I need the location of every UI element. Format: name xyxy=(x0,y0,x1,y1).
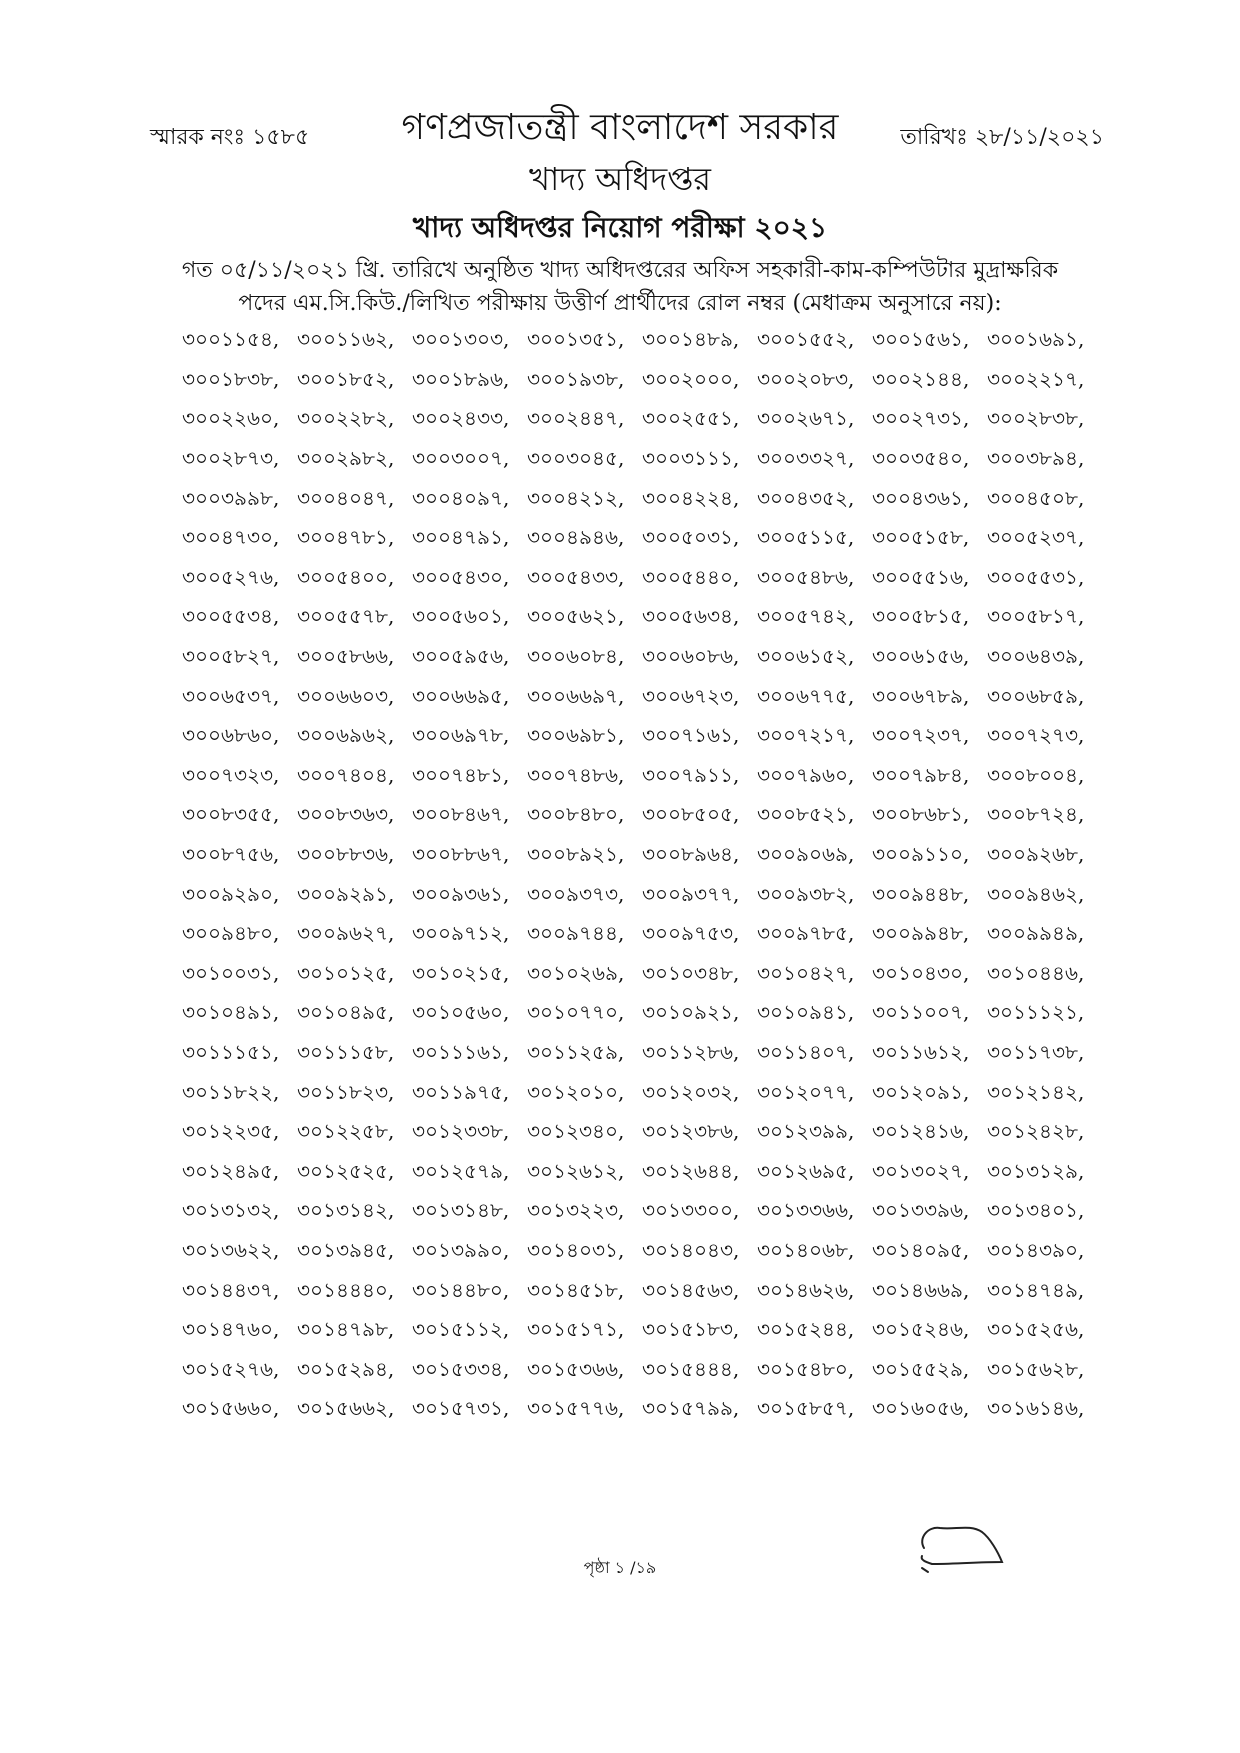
roll-number: ৩০১৫৭৭৬, xyxy=(527,1396,625,1421)
roll-number: ৩০১০৩৪৮, xyxy=(642,960,740,985)
roll-number: ৩০১১৮২৩, xyxy=(297,1079,395,1104)
roll-number: ৩০১১১৫১, xyxy=(182,1039,280,1064)
roll-number: ৩০১৪৩৯০, xyxy=(987,1237,1085,1262)
roll-number: ৩০০৫০৩১, xyxy=(642,525,740,550)
roll-row xyxy=(182,758,1102,798)
roll-number: ৩০০৯২৬৮, xyxy=(987,842,1085,867)
roll-number: ৩০০৫৫১৬, xyxy=(872,564,970,589)
roll-number: ৩০০৭৪৮৬, xyxy=(527,762,625,787)
roll-row xyxy=(182,1193,1102,1233)
roll-number: ৩০০৫৫৭৮, xyxy=(297,604,395,629)
roll-number: ৩০০৫৯৫৬, xyxy=(412,644,510,669)
roll-row xyxy=(182,1272,1102,1312)
roll-number: ৩০১২১৪২, xyxy=(987,1079,1085,1104)
roll-number: ৩০০৫২৩৭, xyxy=(987,525,1085,550)
roll-number: ৩০১২৪১৬, xyxy=(872,1119,970,1144)
roll-number: ৩০০৫১১৫, xyxy=(757,525,855,550)
roll-number: ৩০০৩৯৯৮, xyxy=(182,485,280,510)
roll-number: ৩০১৫৬২৮, xyxy=(987,1356,1085,1381)
roll-number: ৩০০৫৫৩১, xyxy=(987,564,1085,589)
roll-row xyxy=(182,1153,1102,1193)
roll-number: ৩০১৩৯৯০, xyxy=(412,1237,510,1262)
roll-number: ৩০১০৪৪৬, xyxy=(987,960,1085,985)
roll-number: ৩০০৫৮২৭, xyxy=(182,644,280,669)
roll-number: ৩০১৫৮৫৭, xyxy=(757,1396,855,1421)
roll-number: ৩০০৭৯১১, xyxy=(642,762,740,787)
roll-number: ৩০০৭৯৬০, xyxy=(757,762,855,787)
roll-number: ৩০০৫৪৩৩, xyxy=(527,564,625,589)
roll-number: ৩০০৫৮৬৬, xyxy=(297,644,395,669)
roll-row xyxy=(182,956,1102,996)
roll-number: ৩০১৫২৯৪, xyxy=(297,1356,395,1381)
roll-number: ৩০১৫৭৯৯, xyxy=(642,1396,740,1421)
roll-number: ৩০০৬৯৭৮, xyxy=(412,723,510,748)
roll-row xyxy=(182,837,1102,877)
roll-number: ৩০০৫৬০১, xyxy=(412,604,510,629)
roll-number: ৩০০৫৬২১, xyxy=(527,604,625,629)
roll-number: ৩০১৩২২৩, xyxy=(527,1198,625,1223)
roll-number: ৩০০৬৯৬২, xyxy=(297,723,395,748)
roll-number: ৩০০৮৯৬৪, xyxy=(642,842,740,867)
roll-number: ৩০০৬১৫২, xyxy=(757,644,855,669)
roll-number: ৩০১০১২৫, xyxy=(297,960,395,985)
roll-number: ৩০০১৩০৩, xyxy=(412,327,510,352)
roll-number: ৩০০৩১১১, xyxy=(642,446,740,471)
roll-number: ৩০০১৯৩৮, xyxy=(527,366,625,391)
roll-row xyxy=(182,797,1102,837)
roll-number: ৩০০৮৩৬৩, xyxy=(297,802,395,827)
roll-number: ৩০০৫১৫৮, xyxy=(872,525,970,550)
roll-number: ৩০০১১৫৪, xyxy=(182,327,280,352)
roll-number: ৩০০৩০০৭, xyxy=(412,446,510,471)
roll-number: ৩০০৯৩৬১, xyxy=(412,881,510,906)
roll-number: ৩০০৬৮৫৯, xyxy=(987,683,1085,708)
roll-number: ৩০১৩৬২২, xyxy=(182,1237,280,1262)
roll-number: ৩০১০৪৯১, xyxy=(182,1000,280,1025)
roll-number: ৩০০৯৭৫৩, xyxy=(642,921,740,946)
roll-number: ৩০১০২৬৯, xyxy=(527,960,625,985)
roll-number: ৩০০৯৪৮০, xyxy=(182,921,280,946)
roll-number: ৩০০১৫৬১, xyxy=(872,327,970,352)
roll-number: ৩০১৫১৭১, xyxy=(527,1317,625,1342)
roll-number: ৩০০১৮৯৬, xyxy=(412,366,510,391)
roll-number: ৩০০৮৯২১, xyxy=(527,842,625,867)
roll-number: ৩০০৫৪৮৬, xyxy=(757,564,855,589)
roll-number: ৩০০৮৮৬৭, xyxy=(412,842,510,867)
roll-number: ৩০১৪৭৬০, xyxy=(182,1317,280,1342)
roll-number: ৩০১২৬১২, xyxy=(527,1158,625,1183)
roll-number: ৩০০৯২৯০, xyxy=(182,881,280,906)
roll-number: ৩০১৬০৫৬, xyxy=(872,1396,970,1421)
roll-number: ৩০০২২৮২, xyxy=(297,406,395,431)
roll-number: ৩০০৮৫০৫, xyxy=(642,802,740,827)
roll-row xyxy=(182,1074,1102,1114)
roll-number: ৩০০৭২৩৭, xyxy=(872,723,970,748)
roll-row xyxy=(182,1035,1102,1075)
roll-number: ৩০১২২৩৫, xyxy=(182,1119,280,1144)
roll-number: ৩০০৬০৮৬, xyxy=(642,644,740,669)
roll-number: ৩০০৫৪৩০, xyxy=(412,564,510,589)
roll-number: ৩০০৯১১০, xyxy=(872,842,970,867)
roll-number: ৩০০৩০৪৫, xyxy=(527,446,625,471)
roll-row xyxy=(182,362,1102,402)
roll-number: ৩০০৩৮৯৪, xyxy=(987,446,1085,471)
roll-number: ৩০১২৪২৮, xyxy=(987,1119,1085,1144)
roll-number: ৩০০৪০৪৭, xyxy=(297,485,395,510)
roll-number: ৩০১২০৭৭, xyxy=(757,1079,855,1104)
roll-number: ৩০০২১৪৪, xyxy=(872,366,970,391)
roll-number: ৩০১৩০২৭, xyxy=(872,1158,970,1183)
roll-number: ৩০১২৩৮৬, xyxy=(642,1119,740,1144)
page-number: পৃষ্ঠা ১ /১৯ xyxy=(583,1558,657,1577)
roll-number: ৩০০৮৭২৪, xyxy=(987,802,1085,827)
roll-number: ৩০১২৩৪০, xyxy=(527,1119,625,1144)
roll-number: ৩০০৫৪৪০, xyxy=(642,564,740,589)
roll-number: ৩০০৫৫৩৪, xyxy=(182,604,280,629)
roll-number: ৩০০৭৪৮১, xyxy=(412,762,510,787)
roll-number: ৩০১৬১৪৬, xyxy=(987,1396,1085,1421)
roll-number: ৩০০৫৮১৫, xyxy=(872,604,970,629)
roll-number: ৩০১২৪৯৫, xyxy=(182,1158,280,1183)
roll-number: ৩০০৭৪০৪, xyxy=(297,762,395,787)
roll-number: ৩০০২২১৭, xyxy=(987,366,1085,391)
roll-number: ৩০১০৯৪১, xyxy=(757,1000,855,1025)
roll-row xyxy=(182,995,1102,1035)
roll-number: ৩০১২৬৪৪, xyxy=(642,1158,740,1183)
roll-number: ৩০০৭৩২৩, xyxy=(182,762,280,787)
roll-number: ৩০১৩৩০০, xyxy=(642,1198,740,1223)
roll-number: ৩০০৩৫৪০, xyxy=(872,446,970,471)
notice-text xyxy=(150,254,1090,320)
roll-number: ৩০১১০০৭, xyxy=(872,1000,970,1025)
roll-number: ৩০০৫৪০০, xyxy=(297,564,395,589)
roll-number: ৩০১৫২৪৪, xyxy=(757,1317,855,1342)
roll-row xyxy=(182,916,1102,956)
roll-number: ৩০১৫৩৩৪, xyxy=(412,1356,510,1381)
roll-number: ৩০০২৬৭১, xyxy=(757,406,855,431)
roll-number: ৩০০৬৭৭৫, xyxy=(757,683,855,708)
roll-row xyxy=(182,441,1102,481)
roll-number: ৩০০৪৩৫২, xyxy=(757,485,855,510)
roll-number: ৩০০৬৬৯৫, xyxy=(412,683,510,708)
roll-number: ৩০০২৮৩৮, xyxy=(987,406,1085,431)
roll-number: ৩০০৯৭৮৫, xyxy=(757,921,855,946)
roll-number: ৩০০৫৬৩৪, xyxy=(642,604,740,629)
roll-number: ৩০১২০৯১, xyxy=(872,1079,970,1104)
roll-number: ৩০০২২৬০, xyxy=(182,406,280,431)
roll-number: ৩০০৪৯৪৬, xyxy=(527,525,625,550)
roll-number: ৩০১৪৪৩৭, xyxy=(182,1277,280,1302)
roll-number: ৩০০৪৭৯১, xyxy=(412,525,510,550)
roll-number: ৩০১৪৬৬৯, xyxy=(872,1277,970,1302)
roll-number: ৩০০৬৮৬০, xyxy=(182,723,280,748)
roll-row xyxy=(182,718,1102,758)
roll-number: ৩০১১৬১২, xyxy=(872,1039,970,1064)
roll-number: ৩০০২৪৩৩, xyxy=(412,406,510,431)
roll-number: ৩০০১৪৮৯, xyxy=(642,327,740,352)
roll-number: ৩০১৩৩৯৬, xyxy=(872,1198,970,1223)
roll-number: ৩০১২৩৩৮, xyxy=(412,1119,510,1144)
roll-row xyxy=(182,1351,1102,1391)
roll-number: ৩০০৯৩৮২, xyxy=(757,881,855,906)
roll-number: ৩০০৯৯৪৮, xyxy=(872,921,970,946)
roll-number: ৩০১০৪৩০, xyxy=(872,960,970,985)
roll-number: ৩০০৬৬০৩, xyxy=(297,683,395,708)
roll-number: ৩০১৩১২৯, xyxy=(987,1158,1085,1183)
roll-row xyxy=(182,639,1102,679)
roll-number: ৩০০১৮৫২, xyxy=(297,366,395,391)
roll-number: ৩০০২৪৪৭, xyxy=(527,406,625,431)
notice-line-2: পদের এম.সি.কিউ./লিখিত পরীক্ষায় উত্তীর্ণ প্রার্থীদের রোল নম্বর (মেধাক্রম অনুসারে নয়): xyxy=(238,291,1002,316)
roll-number: ৩০১১১৬১, xyxy=(412,1039,510,1064)
exam-title: খাদ্য অধিদপ্তর নিয়োগ পরীক্ষা ২০২১ xyxy=(412,211,828,244)
roll-number: ৩০০৮৫২১, xyxy=(757,802,855,827)
roll-number: ৩০১২০৩২, xyxy=(642,1079,740,1104)
roll-number: ৩০১২৫৭৯, xyxy=(412,1158,510,1183)
roll-number: ৩০১১৪০৭, xyxy=(757,1039,855,1064)
roll-number: ৩০০২০০০, xyxy=(642,366,740,391)
roll-number: ৩০০৯৪৪৮, xyxy=(872,881,970,906)
roll-number: ৩০০১৮৩৮, xyxy=(182,366,280,391)
roll-number: ৩০১৪০৬৮, xyxy=(757,1237,855,1262)
roll-number: ৩০১১২৫৯, xyxy=(527,1039,625,1064)
roll-number: ৩০০৯৭৪৪, xyxy=(527,921,625,946)
roll-number: ৩০১৫৭৩১, xyxy=(412,1396,510,1421)
roll-row xyxy=(182,599,1102,639)
roll-number: ৩০০২০৮৩, xyxy=(757,366,855,391)
roll-number: ৩০০১৬৯১, xyxy=(987,327,1085,352)
roll-number: ৩০০৪৫০৮, xyxy=(987,485,1085,510)
roll-number: ৩০১৪৭৪৯, xyxy=(987,1277,1085,1302)
roll-number: ৩০১২৫২৫, xyxy=(297,1158,395,1183)
roll-number: ৩০১১৭৩৮, xyxy=(987,1039,1085,1064)
roll-number: ৩০১৪৪৪০, xyxy=(297,1277,395,1302)
roll-number: ৩০১৪৬২৬, xyxy=(757,1277,855,1302)
roll-number: ৩০১২৬৯৫, xyxy=(757,1158,855,1183)
roll-number: ৩০১২০১০, xyxy=(527,1079,625,1104)
roll-row xyxy=(182,1114,1102,1154)
memo-number: স্মারক নংঃ ১৫৮৫ xyxy=(150,125,310,150)
department-name: খাদ্য অধিদপ্তর xyxy=(528,160,712,198)
roll-number: ৩০০৯৬২৭, xyxy=(297,921,395,946)
roll-number: ৩০০৫৭৪২, xyxy=(757,604,855,629)
roll-number: ৩০১০৭৭০, xyxy=(527,1000,625,1025)
roll-number: ৩০১৪৫৬৩, xyxy=(642,1277,740,1302)
roll-number: ৩০০৮৩৫৫, xyxy=(182,802,280,827)
roll-number: ৩০১৫২৪৬, xyxy=(872,1317,970,1342)
roll-number: ৩০০৫২৭৬, xyxy=(182,564,280,589)
roll-number: ৩০১৩১৪৮, xyxy=(412,1198,510,1223)
roll-row xyxy=(182,401,1102,441)
roll-number: ৩০১০৪৯৫, xyxy=(297,1000,395,1025)
roll-number: ৩০১১১৫৮, xyxy=(297,1039,395,1064)
roll-number: ৩০১১১২১, xyxy=(987,1000,1085,1025)
roll-number: ৩০০৯৩৭৩, xyxy=(527,881,625,906)
roll-number: ৩০০৬০৮৪, xyxy=(527,644,625,669)
roll-number: ৩০১৫২৫৬, xyxy=(987,1317,1085,1342)
roll-number: ৩০১৩৩৬৬, xyxy=(757,1198,855,1223)
roll-number: ৩০০৭২১৭, xyxy=(757,723,855,748)
roll-number: ৩০০৩৩২৭, xyxy=(757,446,855,471)
roll-number: ৩০১৩৯৪৫, xyxy=(297,1237,395,1262)
roll-number: ৩০০৮৮৩৬, xyxy=(297,842,395,867)
roll-number: ৩০১৪৫১৮, xyxy=(527,1277,625,1302)
roll-number: ৩০০৪২১২, xyxy=(527,485,625,510)
roll-number: ৩০০৮৪৮০, xyxy=(527,802,625,827)
roll-number-list xyxy=(182,322,1102,1431)
roll-number: ৩০১৫৬৬২, xyxy=(297,1396,395,1421)
roll-number: ৩০১২৩৯৯, xyxy=(757,1119,855,1144)
roll-number: ৩০১০৯২১, xyxy=(642,1000,740,1025)
roll-row xyxy=(182,560,1102,600)
roll-number: ৩০১২২৫৮, xyxy=(297,1119,395,1144)
roll-row xyxy=(182,322,1102,362)
roll-number: ৩০০৯৭১২, xyxy=(412,921,510,946)
roll-number: ৩০১৩১৩২, xyxy=(182,1198,280,1223)
roll-number: ৩০১৫৬৬০, xyxy=(182,1396,280,1421)
roll-number: ৩০১৪০৯৫, xyxy=(872,1237,970,1262)
roll-number: ৩০১৫২৭৬, xyxy=(182,1356,280,1381)
roll-number: ৩০১৫৩৬৬, xyxy=(527,1356,625,1381)
roll-number: ৩০১১৯৭৫, xyxy=(412,1079,510,1104)
roll-number: ৩০০১১৬২, xyxy=(297,327,395,352)
roll-number: ৩০০৬১৫৬, xyxy=(872,644,970,669)
roll-number: ৩০০৮৬৮১, xyxy=(872,802,970,827)
roll-number: ৩০১১২৮৬, xyxy=(642,1039,740,1064)
roll-number: ৩০১০২১৫, xyxy=(412,960,510,985)
government-title: গণপ্রজাতন্ত্রী বাংলাদেশ সরকার xyxy=(401,107,839,148)
roll-number: ৩০০৭৯৮৪, xyxy=(872,762,970,787)
roll-number: ৩০০৪৭৮১, xyxy=(297,525,395,550)
roll-number: ৩০০১৫৫২, xyxy=(757,327,855,352)
roll-number: ৩০১৫১১২, xyxy=(412,1317,510,1342)
roll-number: ৩০০৮০০৪, xyxy=(987,762,1085,787)
roll-number: ৩০১০৪২৭, xyxy=(757,960,855,985)
roll-number: ৩০১৫৪৮০, xyxy=(757,1356,855,1381)
roll-number: ৩০০৯৩৭৭, xyxy=(642,881,740,906)
roll-number: ৩০১৫৫২৯, xyxy=(872,1356,970,1381)
roll-number: ৩০১৫১৮৩, xyxy=(642,1317,740,1342)
issue-date: তারিখঃ ২৮/১১/২০২১ xyxy=(900,125,1104,150)
roll-number: ৩০০২৯৮২, xyxy=(297,446,395,471)
roll-number: ৩০০৪০৯৭, xyxy=(412,485,510,510)
roll-number: ৩০১৪৭৯৮, xyxy=(297,1317,395,1342)
roll-number: ৩০০৪২২৪, xyxy=(642,485,740,510)
roll-number: ৩০১৩৪০১, xyxy=(987,1198,1085,1223)
roll-number: ৩০১৪০৩১, xyxy=(527,1237,625,1262)
roll-number: ৩০১৫৪৪৪, xyxy=(642,1356,740,1381)
roll-number: ৩০০১৩৫১, xyxy=(527,327,625,352)
roll-number: ৩০০৭২৭৩, xyxy=(987,723,1085,748)
roll-row xyxy=(182,678,1102,718)
roll-number: ৩০০৮৪৬৭, xyxy=(412,802,510,827)
roll-number: ৩০০৪৭৩০, xyxy=(182,525,280,550)
roll-number: ৩০১৩১৪২, xyxy=(297,1198,395,1223)
roll-row xyxy=(182,1312,1102,1352)
roll-number: ৩০০৬৫৩৭, xyxy=(182,683,280,708)
roll-number: ৩০০২৫৫১, xyxy=(642,406,740,431)
roll-number: ৩০০৯৯৪৯, xyxy=(987,921,1085,946)
roll-number: ৩০১৪০৪৩, xyxy=(642,1237,740,1262)
roll-number: ৩০০৫৮১৭, xyxy=(987,604,1085,629)
roll-number: ৩০০৯০৬৯, xyxy=(757,842,855,867)
roll-number: ৩০১০০৩১, xyxy=(182,960,280,985)
roll-number: ৩০০২৭৩১, xyxy=(872,406,970,431)
roll-row xyxy=(182,1391,1102,1431)
roll-row xyxy=(182,1233,1102,1273)
notice-line-1: গত ০৫/১১/২০২১ খ্রি. তারিখে অনুষ্ঠিত খাদ্য অধিদপ্তরের অফিস সহকারী-কাম-কম্পিউটার মুদ্রাক্ষরিক xyxy=(181,258,1059,283)
roll-number: ৩০১০৫৬০, xyxy=(412,1000,510,1025)
roll-number: ৩০০৮৭৫৬, xyxy=(182,842,280,867)
roll-number: ৩০০৬৭৮৯, xyxy=(872,683,970,708)
roll-number: ৩০০২৮৭৩, xyxy=(182,446,280,471)
roll-number: ৩০০৬৪৩৯, xyxy=(987,644,1085,669)
roll-number: ৩০০৪৩৬১, xyxy=(872,485,970,510)
roll-number: ৩০০৯৪৬২, xyxy=(987,881,1085,906)
roll-row xyxy=(182,480,1102,520)
roll-number: ৩০০৬৯৮১, xyxy=(527,723,625,748)
roll-number: ৩০০৬৬৯৭, xyxy=(527,683,625,708)
roll-number: ৩০০৯২৯১, xyxy=(297,881,395,906)
roll-number: ৩০০৭১৬১, xyxy=(642,723,740,748)
roll-row xyxy=(182,520,1102,560)
roll-number: ৩০০৬৭২৩, xyxy=(642,683,740,708)
roll-row xyxy=(182,876,1102,916)
roll-number: ৩০১১৮২২, xyxy=(182,1079,280,1104)
roll-number: ৩০১৪৪৮০, xyxy=(412,1277,510,1302)
